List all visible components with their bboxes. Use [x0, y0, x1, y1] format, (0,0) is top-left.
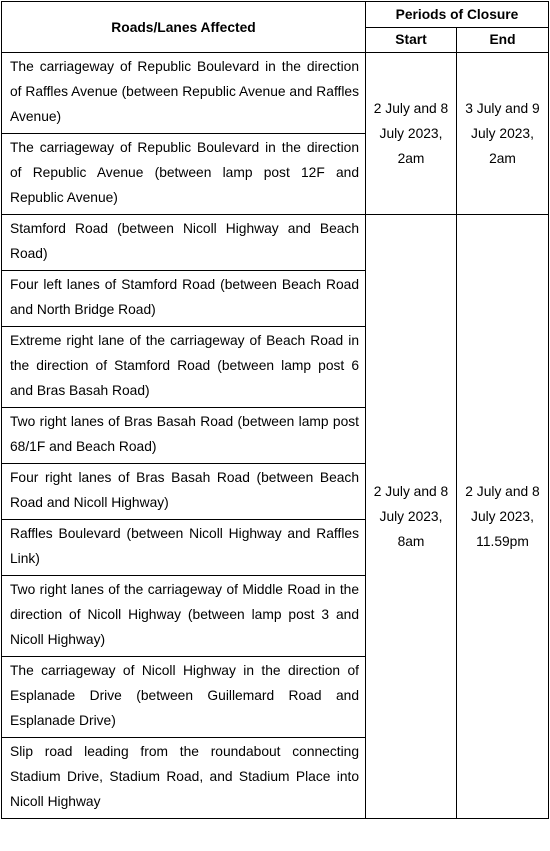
- road-cell: Four right lanes of Bras Basah Road (between Beach Road and Nicoll Highway): [2, 464, 366, 520]
- road-cell: Slip road leading from the roundabout connecting Stadium Drive, Stadium Road, and Stadium Place into Nicoll Highway: [2, 738, 366, 819]
- periods-of-closure-header: Periods of Closure: [366, 2, 549, 28]
- road-cell: Extreme right lane of the carriageway of Beach Road in the direction of Stamford Road (between lamp post 6 and Bras Basah Road): [2, 327, 366, 408]
- roads-affected-header: Roads/Lanes Affected: [2, 2, 366, 53]
- road-cell: Two right lanes of the carriageway of Middle Road in the direction of Nicoll Highway (between lamp post 3 and Nicoll Highway): [2, 576, 366, 657]
- road-cell: The carriageway of Nicoll Highway in the direction of Esplanade Drive (between Guillemard Road and Esplanade Drive): [2, 657, 366, 738]
- road-closure-table: [1, 1, 549, 819]
- closure-end-cell: 3 July and 9 July 2023, 2am: [457, 53, 549, 215]
- closure-start-cell: 2 July and 8 July 2023, 8am: [366, 215, 457, 819]
- closure-start-cell: 2 July and 8 July 2023, 2am: [366, 53, 457, 215]
- road-cell: Stamford Road (between Nicoll Highway and Beach Road): [2, 215, 366, 271]
- table-row: [2, 53, 549, 134]
- end-header: End: [457, 28, 549, 53]
- table-row: [2, 215, 549, 271]
- road-cell: Raffles Boulevard (between Nicoll Highway and Raffles Link): [2, 520, 366, 576]
- road-cell: Two right lanes of Bras Basah Road (between lamp post 68/1F and Beach Road): [2, 408, 366, 464]
- road-cell: Four left lanes of Stamford Road (between Beach Road and North Bridge Road): [2, 271, 366, 327]
- start-header: Start: [366, 28, 457, 53]
- closure-end-cell: 2 July and 8 July 2023, 11.59pm: [457, 215, 549, 819]
- road-cell: The carriageway of Republic Boulevard in the direction of Raffles Avenue (between Republic Avenue and Raffles Avenue): [2, 53, 366, 134]
- road-cell: The carriageway of Republic Boulevard in the direction of Republic Avenue (between lamp post 12F and Republic Avenue): [2, 134, 366, 215]
